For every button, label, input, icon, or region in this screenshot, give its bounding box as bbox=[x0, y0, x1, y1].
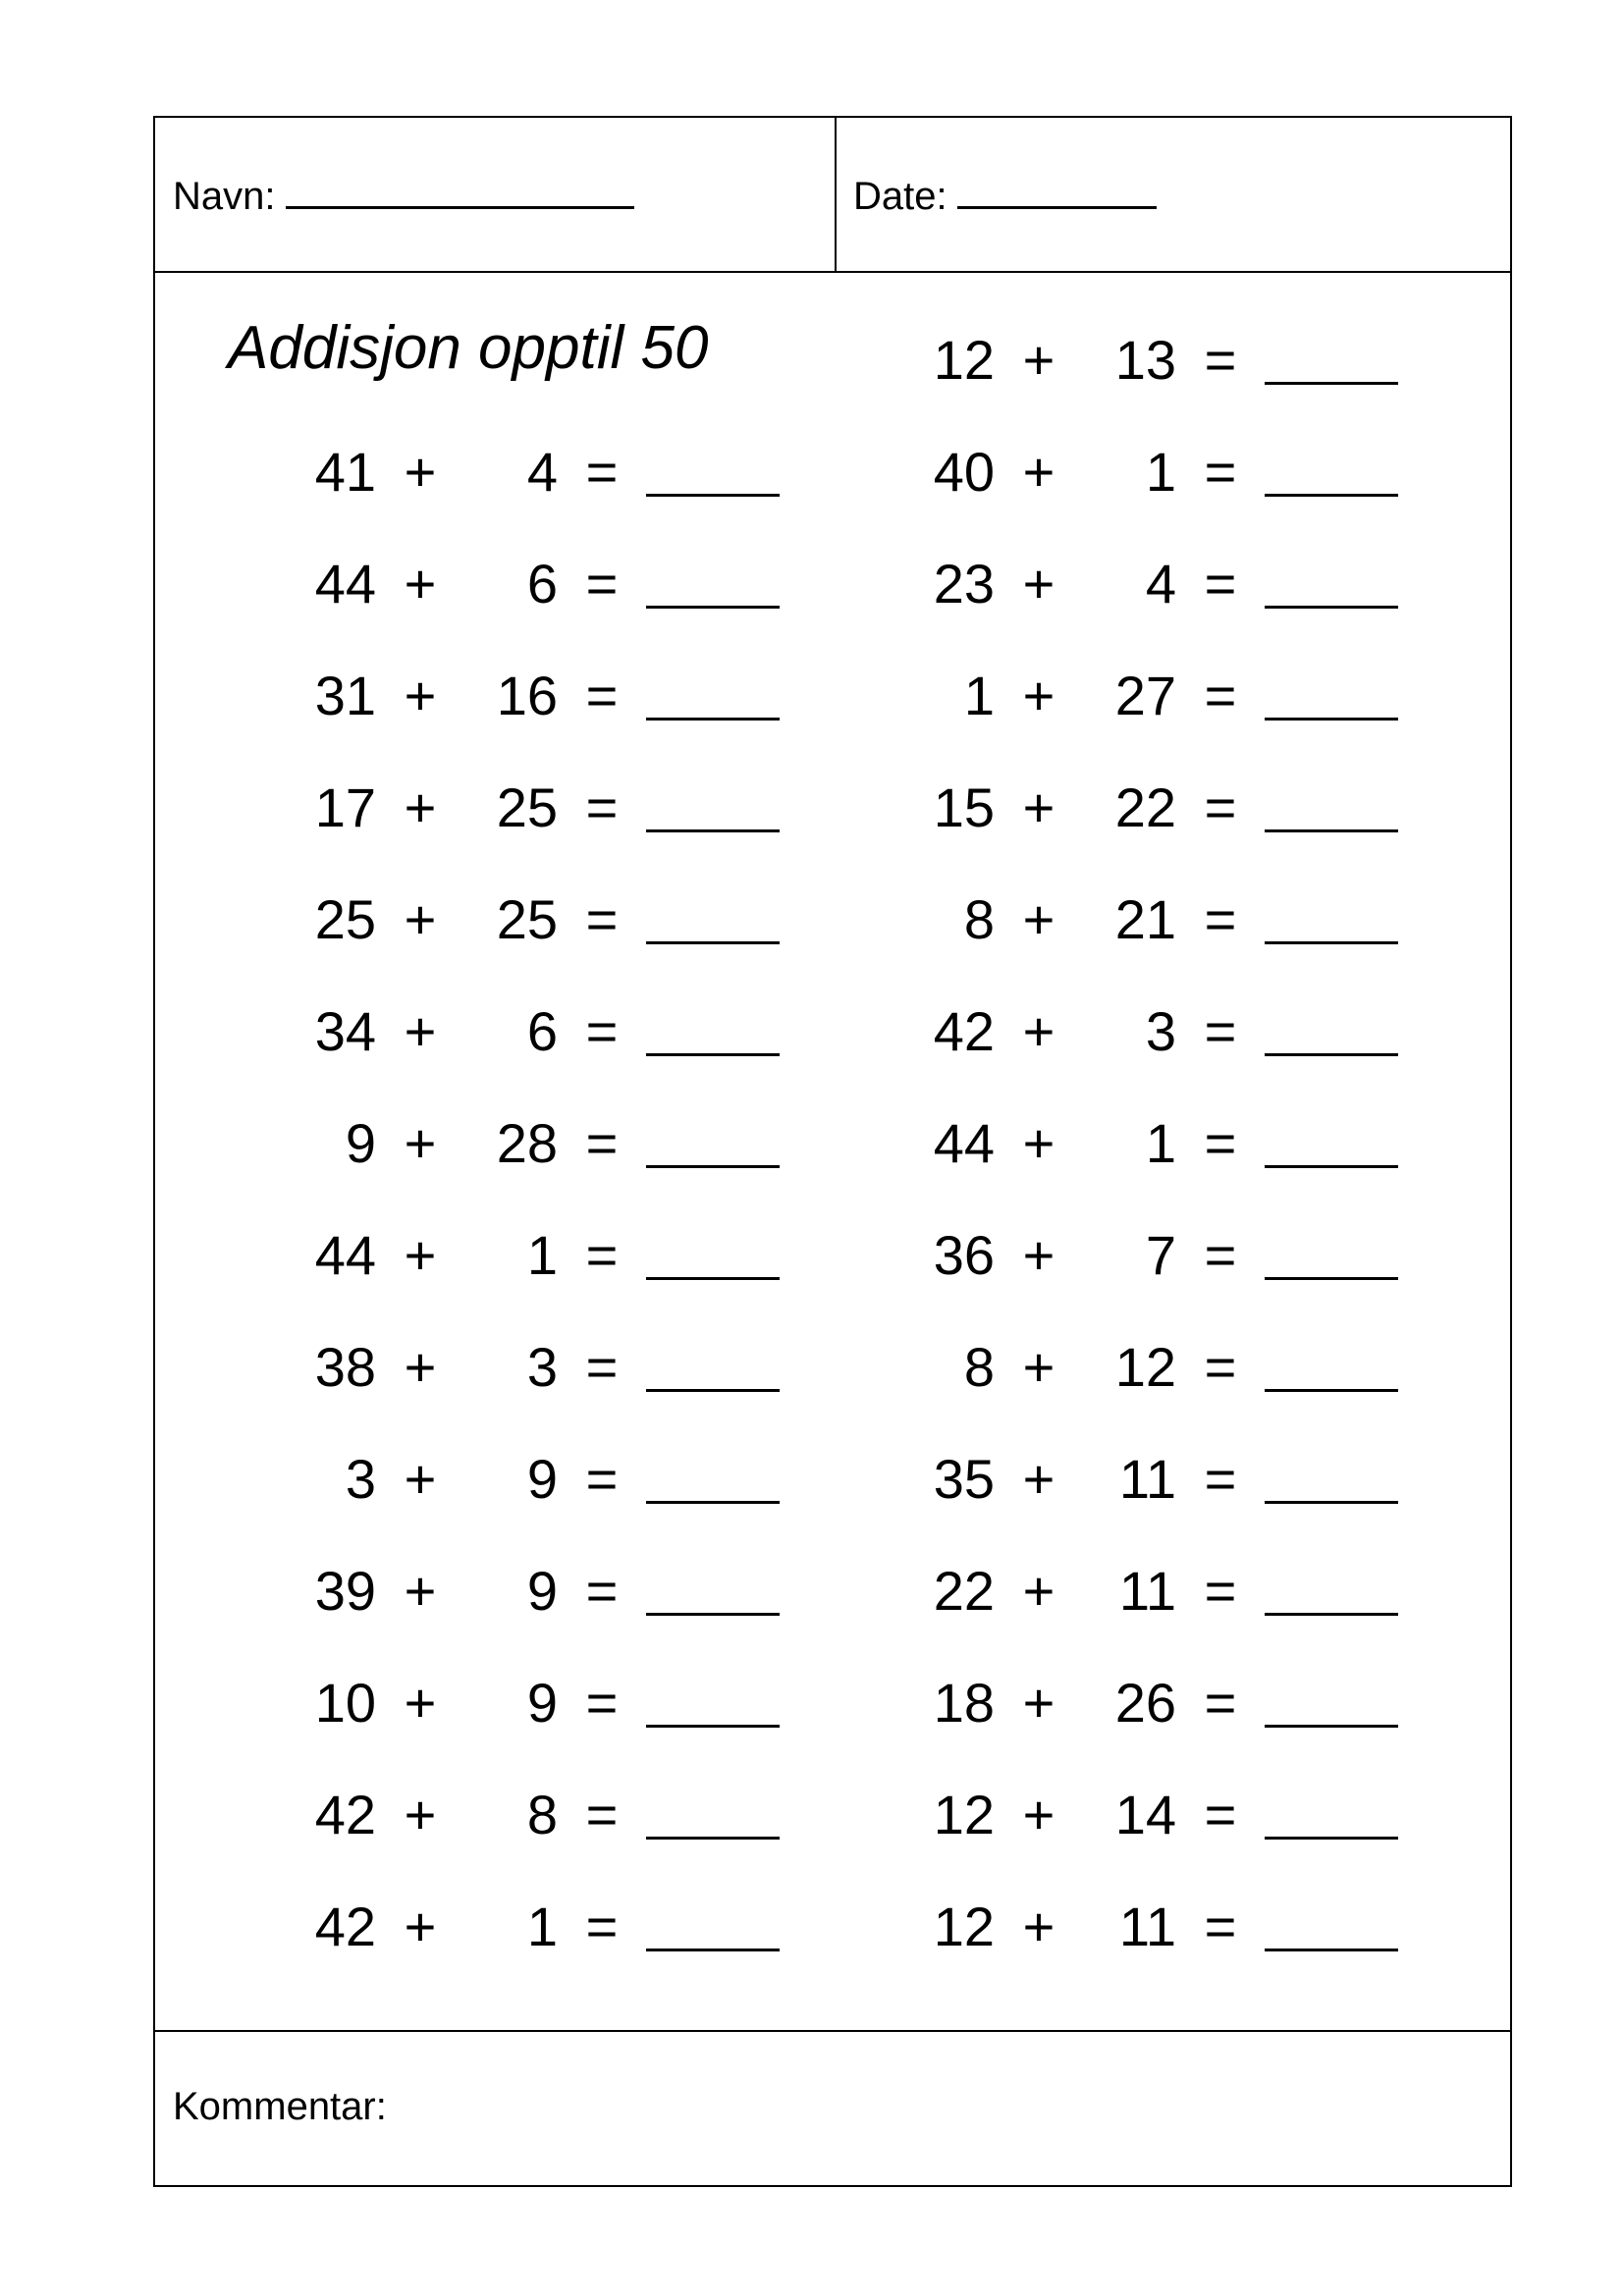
addend-b: 26 bbox=[1114, 1672, 1176, 1734]
answer-blank[interactable] bbox=[1265, 1837, 1398, 1840]
plus-sign: + bbox=[1022, 1896, 1055, 1957]
addend-a: 22 bbox=[933, 1560, 995, 1622]
addend-b: 1 bbox=[526, 1896, 558, 1957]
addend-b: 11 bbox=[1118, 1448, 1176, 1510]
addend-b: 28 bbox=[496, 1112, 558, 1174]
addend-b: 21 bbox=[1114, 888, 1176, 950]
plus-sign: + bbox=[404, 1672, 437, 1734]
plus-sign: + bbox=[1022, 1672, 1055, 1734]
plus-sign: + bbox=[404, 441, 437, 503]
plus-sign: + bbox=[404, 1336, 437, 1398]
left-problem-9 bbox=[273, 1328, 784, 1407]
left-problem-11 bbox=[273, 1552, 784, 1630]
answer-blank[interactable] bbox=[646, 1277, 780, 1280]
addend-a: 18 bbox=[933, 1672, 995, 1734]
plus-sign: + bbox=[404, 1000, 437, 1062]
right-problem-15 bbox=[892, 1888, 1402, 1966]
equals-sign: = bbox=[1204, 1672, 1237, 1734]
left-problem-5 bbox=[273, 881, 784, 959]
plus-sign: + bbox=[1022, 329, 1055, 391]
equals-sign: = bbox=[585, 1112, 619, 1174]
addend-a: 44 bbox=[314, 553, 376, 614]
plus-sign: + bbox=[404, 553, 437, 614]
addend-b: 25 bbox=[496, 776, 558, 838]
left-problem-14 bbox=[273, 1888, 784, 1966]
worksheet-header bbox=[155, 118, 1510, 273]
answer-blank[interactable] bbox=[646, 1501, 780, 1504]
right-problem-9 bbox=[892, 1216, 1402, 1295]
plus-sign: + bbox=[1022, 776, 1055, 838]
equals-sign: = bbox=[1204, 888, 1237, 950]
addend-a: 35 bbox=[933, 1448, 995, 1510]
plus-sign: + bbox=[404, 776, 437, 838]
header-divider bbox=[835, 118, 837, 271]
answer-blank[interactable] bbox=[1265, 1389, 1398, 1392]
plus-sign: + bbox=[404, 1448, 437, 1510]
addend-b: 3 bbox=[526, 1336, 558, 1398]
worksheet-footer bbox=[155, 2030, 1510, 2185]
plus-sign: + bbox=[1022, 888, 1055, 950]
right-problem-4 bbox=[892, 657, 1402, 735]
addend-a: 17 bbox=[314, 776, 376, 838]
left-problem-7 bbox=[273, 1104, 784, 1183]
equals-sign: = bbox=[1204, 1784, 1237, 1845]
addend-a: 31 bbox=[314, 665, 376, 726]
addend-b: 22 bbox=[1114, 776, 1176, 838]
answer-blank[interactable] bbox=[646, 1389, 780, 1392]
addend-a: 36 bbox=[933, 1224, 995, 1286]
answer-blank[interactable] bbox=[1265, 382, 1398, 385]
equals-sign: = bbox=[585, 441, 619, 503]
answer-blank[interactable] bbox=[646, 494, 780, 497]
right-problem-7 bbox=[892, 992, 1402, 1071]
left-problem-2 bbox=[273, 545, 784, 623]
equals-sign: = bbox=[1204, 441, 1237, 503]
addend-a: 12 bbox=[933, 1896, 995, 1957]
addend-b: 11 bbox=[1118, 1896, 1176, 1957]
right-problem-12 bbox=[892, 1552, 1402, 1630]
addend-a: 3 bbox=[345, 1448, 376, 1510]
plus-sign: + bbox=[1022, 665, 1055, 726]
name-label: Navn: bbox=[173, 175, 276, 218]
name-blank-line[interactable] bbox=[286, 171, 634, 209]
answer-blank[interactable] bbox=[646, 718, 780, 721]
equals-sign: = bbox=[585, 1336, 619, 1398]
plus-sign: + bbox=[404, 1896, 437, 1957]
equals-sign: = bbox=[1204, 1560, 1237, 1622]
equals-sign: = bbox=[1204, 1112, 1237, 1174]
date-field bbox=[853, 171, 1157, 220]
addend-b: 6 bbox=[526, 553, 558, 614]
equals-sign: = bbox=[1204, 1336, 1237, 1398]
answer-blank[interactable] bbox=[1265, 606, 1398, 609]
equals-sign: = bbox=[1204, 1224, 1237, 1286]
left-problem-1 bbox=[273, 433, 784, 511]
name-field bbox=[173, 171, 634, 220]
left-problem-6 bbox=[273, 992, 784, 1071]
addend-a: 10 bbox=[314, 1672, 376, 1734]
answer-blank[interactable] bbox=[1265, 1949, 1398, 1951]
answer-blank[interactable] bbox=[646, 1053, 780, 1056]
equals-sign: = bbox=[585, 888, 619, 950]
addend-a: 44 bbox=[314, 1224, 376, 1286]
right-problem-2 bbox=[892, 433, 1402, 511]
addend-b: 12 bbox=[1114, 1336, 1176, 1398]
addend-a: 34 bbox=[314, 1000, 376, 1062]
answer-blank[interactable] bbox=[1265, 494, 1398, 497]
addend-b: 6 bbox=[526, 1000, 558, 1062]
worksheet-title: Addisjon opptil 50 bbox=[228, 314, 709, 382]
addend-b: 13 bbox=[1114, 329, 1176, 391]
right-problem-8 bbox=[892, 1104, 1402, 1183]
answer-blank[interactable] bbox=[1265, 718, 1398, 721]
right-problem-3 bbox=[892, 545, 1402, 623]
right-problem-14 bbox=[892, 1776, 1402, 1854]
addend-b: 25 bbox=[496, 888, 558, 950]
addend-b: 9 bbox=[526, 1560, 558, 1622]
plus-sign: + bbox=[1022, 1000, 1055, 1062]
addend-b: 7 bbox=[1145, 1224, 1176, 1286]
addend-a: 15 bbox=[933, 776, 995, 838]
addend-b: 4 bbox=[1145, 553, 1176, 614]
addend-a: 44 bbox=[933, 1112, 995, 1174]
addend-b: 11 bbox=[1118, 1560, 1176, 1622]
left-problem-10 bbox=[273, 1440, 784, 1519]
left-problem-8 bbox=[273, 1216, 784, 1295]
addend-a: 42 bbox=[933, 1000, 995, 1062]
addend-b: 1 bbox=[1145, 1112, 1176, 1174]
addend-a: 38 bbox=[314, 1336, 376, 1398]
addend-b: 1 bbox=[526, 1224, 558, 1286]
comment-label: Kommentar: bbox=[173, 2085, 387, 2128]
equals-sign: = bbox=[1204, 1448, 1237, 1510]
plus-sign: + bbox=[404, 1560, 437, 1622]
answer-blank[interactable] bbox=[646, 941, 780, 944]
addend-a: 12 bbox=[933, 329, 995, 391]
equals-sign: = bbox=[1204, 665, 1237, 726]
plus-sign: + bbox=[404, 1784, 437, 1845]
equals-sign: = bbox=[585, 1896, 619, 1957]
addend-a: 1 bbox=[963, 665, 995, 726]
right-problem-6 bbox=[892, 881, 1402, 959]
equals-sign: = bbox=[1204, 329, 1237, 391]
equals-sign: = bbox=[585, 1224, 619, 1286]
equals-sign: = bbox=[585, 776, 619, 838]
answer-blank[interactable] bbox=[646, 606, 780, 609]
equals-sign: = bbox=[585, 1000, 619, 1062]
date-label: Date: bbox=[853, 175, 947, 218]
addend-b: 14 bbox=[1114, 1784, 1176, 1845]
plus-sign: + bbox=[404, 665, 437, 726]
addend-b: 9 bbox=[526, 1448, 558, 1510]
answer-blank[interactable] bbox=[646, 1837, 780, 1840]
answer-blank[interactable] bbox=[1265, 941, 1398, 944]
equals-sign: = bbox=[1204, 1896, 1237, 1957]
answer-blank[interactable] bbox=[1265, 1613, 1398, 1616]
plus-sign: + bbox=[404, 1112, 437, 1174]
right-problem-10 bbox=[892, 1328, 1402, 1407]
right-problem-11 bbox=[892, 1440, 1402, 1519]
addend-a: 40 bbox=[933, 441, 995, 503]
left-problem-12 bbox=[273, 1664, 784, 1742]
equals-sign: = bbox=[585, 1448, 619, 1510]
plus-sign: + bbox=[1022, 1448, 1055, 1510]
addend-a: 9 bbox=[345, 1112, 376, 1174]
addend-b: 4 bbox=[526, 441, 558, 503]
answer-blank[interactable] bbox=[1265, 1725, 1398, 1728]
equals-sign: = bbox=[585, 1560, 619, 1622]
plus-sign: + bbox=[404, 888, 437, 950]
date-blank-line[interactable] bbox=[957, 171, 1157, 209]
right-problem-1 bbox=[892, 321, 1402, 400]
answer-blank[interactable] bbox=[646, 1165, 780, 1168]
addend-a: 8 bbox=[963, 888, 995, 950]
addend-b: 8 bbox=[526, 1784, 558, 1845]
equals-sign: = bbox=[1204, 776, 1237, 838]
left-problem-4 bbox=[273, 769, 784, 847]
addend-b: 27 bbox=[1114, 665, 1176, 726]
addend-b: 16 bbox=[496, 665, 558, 726]
answer-blank[interactable] bbox=[1265, 829, 1398, 832]
answer-blank[interactable] bbox=[1265, 1165, 1398, 1168]
right-problem-5 bbox=[892, 769, 1402, 847]
right-problem-13 bbox=[892, 1664, 1402, 1742]
addend-b: 1 bbox=[1145, 441, 1176, 503]
plus-sign: + bbox=[1022, 1336, 1055, 1398]
addend-a: 12 bbox=[933, 1784, 995, 1845]
answer-blank[interactable] bbox=[646, 1725, 780, 1728]
equals-sign: = bbox=[585, 1784, 619, 1845]
addend-a: 25 bbox=[314, 888, 376, 950]
left-problem-3 bbox=[273, 657, 784, 735]
addend-b: 9 bbox=[526, 1672, 558, 1734]
left-problem-13 bbox=[273, 1776, 784, 1854]
answer-blank[interactable] bbox=[646, 1949, 780, 1951]
equals-sign: = bbox=[585, 1672, 619, 1734]
plus-sign: + bbox=[1022, 1784, 1055, 1845]
addend-a: 42 bbox=[314, 1896, 376, 1957]
addend-a: 8 bbox=[963, 1336, 995, 1398]
addend-a: 42 bbox=[314, 1784, 376, 1845]
plus-sign: + bbox=[1022, 1112, 1055, 1174]
answer-blank[interactable] bbox=[646, 1613, 780, 1616]
equals-sign: = bbox=[585, 553, 619, 614]
plus-sign: + bbox=[1022, 441, 1055, 503]
plus-sign: + bbox=[1022, 553, 1055, 614]
plus-sign: + bbox=[1022, 1224, 1055, 1286]
plus-sign: + bbox=[1022, 1560, 1055, 1622]
answer-blank[interactable] bbox=[1265, 1053, 1398, 1056]
worksheet bbox=[153, 116, 1512, 2187]
answer-blank[interactable] bbox=[1265, 1277, 1398, 1280]
addend-a: 23 bbox=[933, 553, 995, 614]
answer-blank[interactable] bbox=[1265, 1501, 1398, 1504]
addend-b: 3 bbox=[1145, 1000, 1176, 1062]
equals-sign: = bbox=[585, 665, 619, 726]
equals-sign: = bbox=[1204, 553, 1237, 614]
equals-sign: = bbox=[1204, 1000, 1237, 1062]
plus-sign: + bbox=[404, 1224, 437, 1286]
addend-a: 41 bbox=[314, 441, 376, 503]
addend-a: 39 bbox=[314, 1560, 376, 1622]
answer-blank[interactable] bbox=[646, 829, 780, 832]
